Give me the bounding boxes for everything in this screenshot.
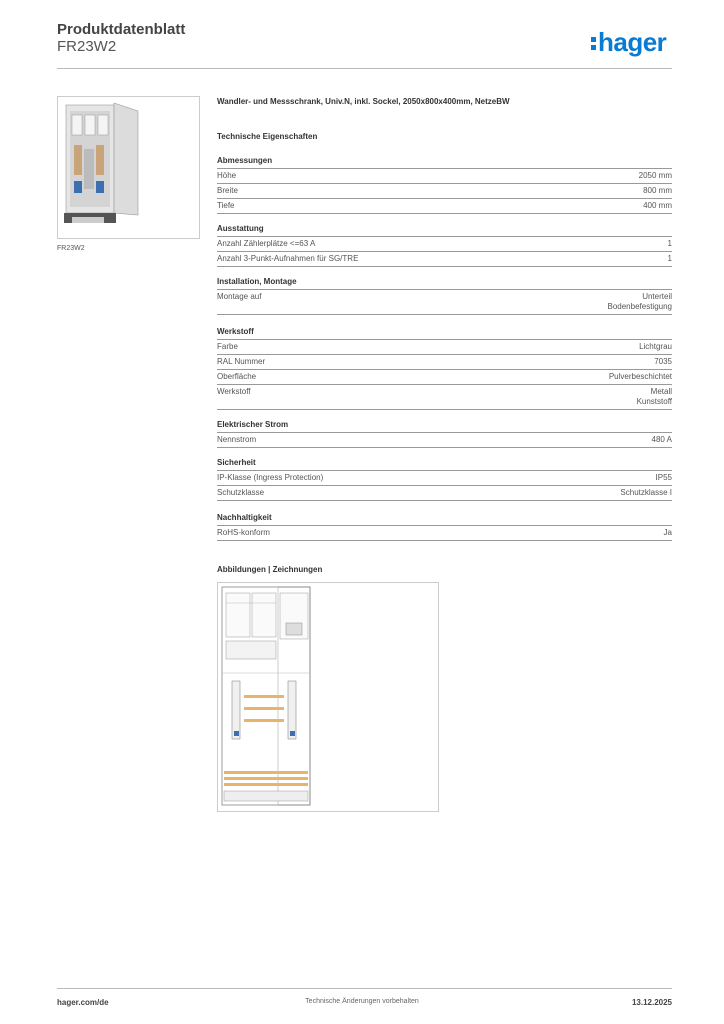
product-image: [57, 96, 200, 239]
spec-row: Breite 800 mm: [217, 184, 672, 199]
spec-row: Anzahl Zählerplätze <=63 A 1: [217, 237, 672, 252]
footer-date: 13.12.2025: [631, 998, 672, 1007]
spec-row: RAL Nummer 7035: [217, 355, 672, 370]
footer-website-link[interactable]: hager.com/de: [57, 998, 109, 1007]
section-title: Elektrischer Strom: [217, 420, 672, 433]
spec-section-ausstattung: [217, 224, 672, 267]
spec-row: RoHS-konform Ja: [217, 526, 672, 541]
spec-section-elektrischer-strom: [217, 420, 672, 448]
spec-row: Schutzklasse Schutzklasse I: [217, 486, 672, 501]
spec-section-abmessungen: [217, 156, 672, 214]
tech-heading: Technische Eigenschaften: [217, 132, 318, 141]
spec-row: IP-Klasse (Ingress Protection) IP55: [217, 471, 672, 486]
section-title: Installation, Montage: [217, 277, 672, 290]
section-title: Ausstattung: [217, 224, 672, 237]
cabinet-photo-icon: [58, 97, 199, 238]
logo-dots-icon: [591, 34, 596, 52]
product-image-caption: FR23W2: [57, 245, 85, 252]
section-title: Abmessungen: [217, 156, 672, 169]
footer-divider: [57, 988, 672, 989]
product-description: Wandler- und Messschrank, Univ.N, inkl. Sockel, 2050x800x400mm, NetzeBW: [217, 97, 510, 106]
section-title: Nachhaltigkeit: [217, 513, 672, 526]
drawings-heading: Abbildungen | Zeichnungen: [217, 565, 323, 574]
section-title: Werkstoff: [217, 327, 672, 340]
spec-section-werkstoff: [217, 327, 672, 410]
hager-logo: hager: [591, 27, 666, 58]
spec-row: Farbe Lichtgrau: [217, 340, 672, 355]
spec-section-installation: [217, 277, 672, 315]
article-number: FR23W2: [57, 38, 117, 55]
spec-row: Nennstrom 480 A: [217, 433, 672, 448]
spec-row: Anzahl 3-Punkt-Aufnahmen für SG/TRE 1: [217, 252, 672, 267]
spec-row: Montage auf Unterteil Bodenbefestigung: [217, 290, 672, 315]
page-title: Produktdatenblatt: [57, 21, 186, 38]
spec-section-sicherheit: [217, 458, 672, 501]
spec-row: Oberfläche Pulverbeschichtet: [217, 370, 672, 385]
technical-drawing: [217, 582, 439, 812]
spec-row: Tiefe 400 mm: [217, 199, 672, 214]
spec-row: Höhe 2050 mm: [217, 169, 672, 184]
cabinet-layout-drawing-icon: [218, 583, 438, 811]
footer-notice: Technische Änderungen vorbehalten: [305, 998, 419, 1005]
spec-row: Werkstoff Metall Kunststoff: [217, 385, 672, 410]
header-divider: [57, 68, 672, 69]
spec-section-nachhaltigkeit: [217, 513, 672, 541]
section-title: Sicherheit: [217, 458, 672, 471]
